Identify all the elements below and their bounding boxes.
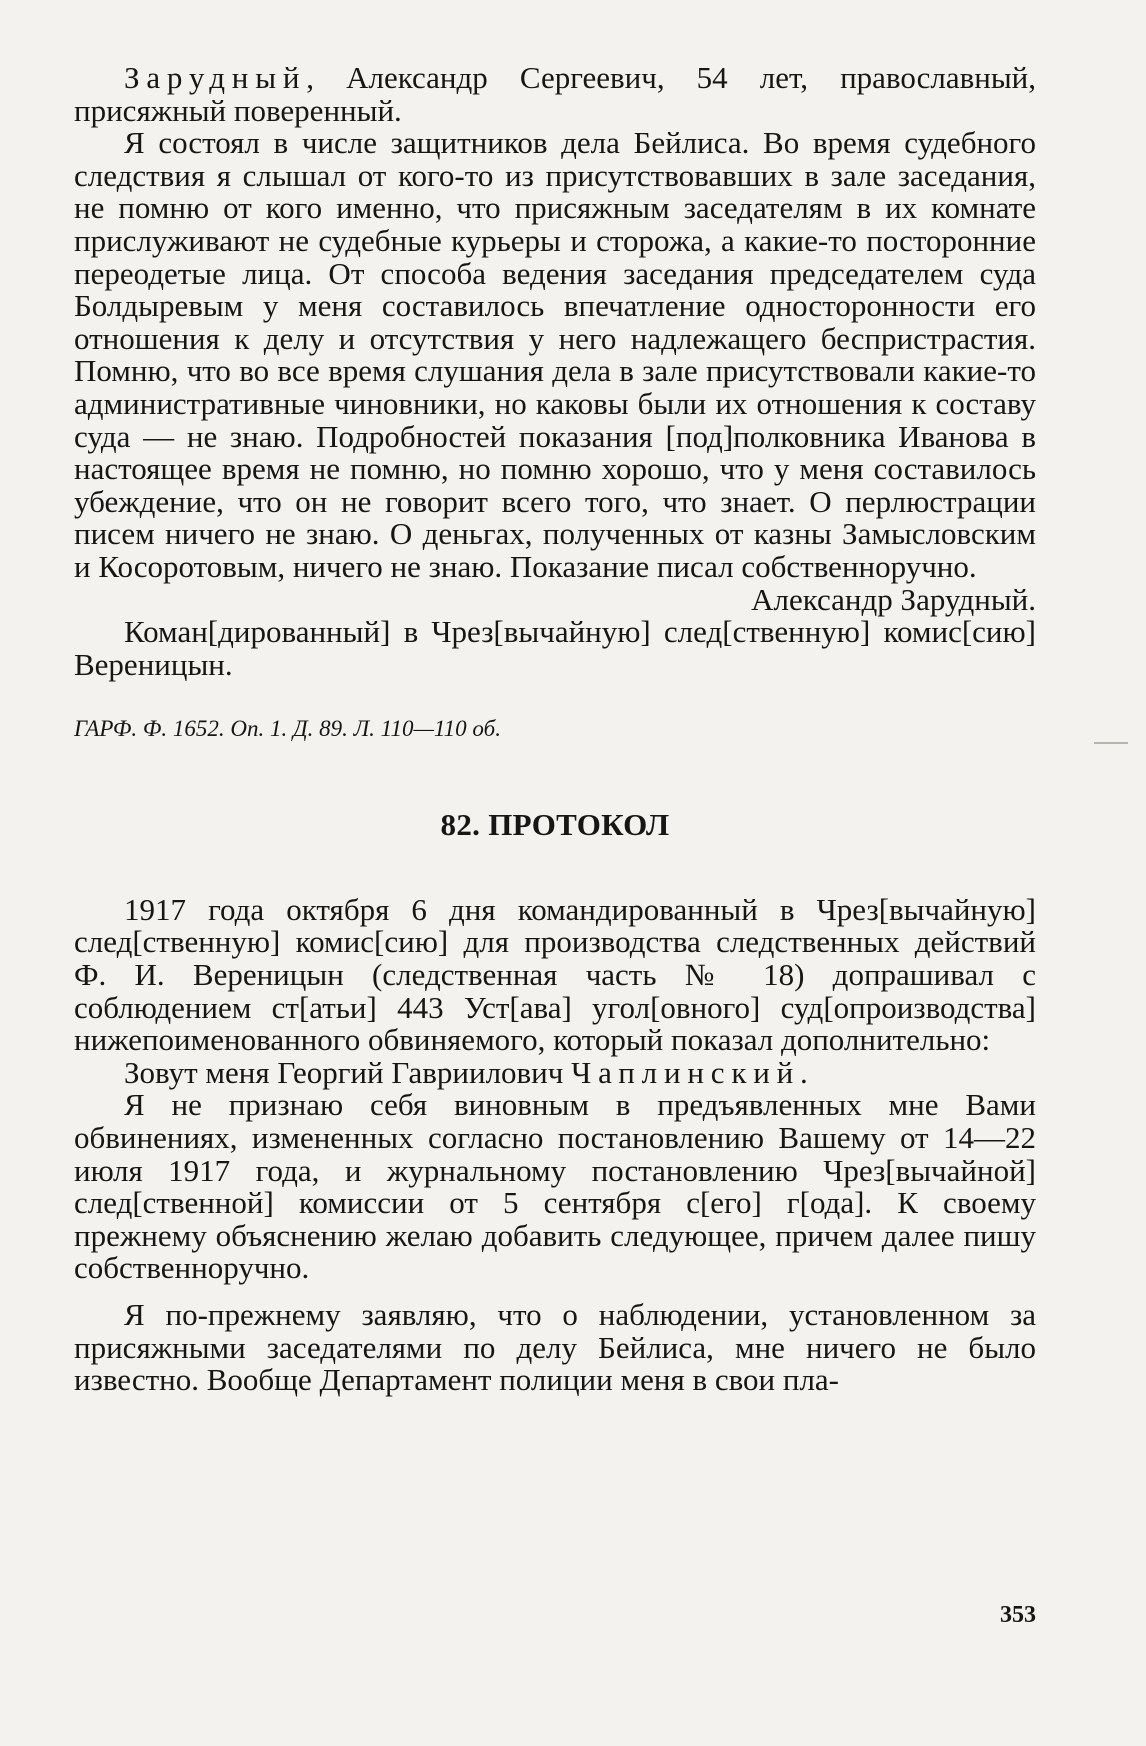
accused-surname: Чаплинский: [571, 1054, 801, 1090]
book-page: [74, 62, 1036, 1397]
name-line: [74, 1054, 1036, 1090]
section-title: 82. ПРОТОКОЛ: [440, 807, 670, 843]
signature-line: Александр Зарудный.: [751, 581, 1036, 617]
margin-mark: [1094, 742, 1128, 744]
witness-details: , Александр Сергеевич, 54 лет, православный, присяжный поверенный.: [74, 60, 1036, 128]
name-line-prefix: Зовут меня Георгий Гавриилович: [124, 1054, 572, 1090]
name-line-suffix: .: [800, 1054, 808, 1090]
witness-intro-paragraph: [74, 62, 1036, 127]
witness-surname: Зарудный: [124, 60, 307, 95]
plea-paragraph: Я не признаю себя виновным в предъявленных мне Вами обвинениях, измененных согласно постановлению Вашему от 14—22 июля 1917 года, и журнальному постановлению Чрез[вычайной] след[ственной] комиссии от 5 сентября с[его] г[ода]. К своему прежнему объяснению желаю добавить следующее, причем далее пишу собственноручно.: [74, 1087, 1036, 1286]
page-number: 353: [1000, 1602, 1036, 1628]
commissioned-officer-line: Коман[дированный] в Чрез[вычайную] след[ственную] комис[сию] Вереницын.: [74, 614, 1036, 682]
archive-reference: ГАРФ. Ф. 1652. Оп. 1. Д. 89. Л. 110—110 об.: [74, 716, 501, 742]
protocol-intro-paragraph: 1917 года октября 6 дня командированный в Чрез[вычайную] след[ственную] комис[сию] для производства следственных действий Ф. И. Вереницын (следственная часть № 18) допрашивал с соблюдением ст[атьи] 443 Уст[ава] угол[овного] суд[опроизводства] нижепоименованного обвиняемого, который показал дополнительно:: [74, 891, 1036, 1058]
statement-paragraph: Я по-прежнему заявляю, что о наблюдении, установленном за присяжными заседателями по делу Бейлиса, мне ничего не было известно. Вообще Департамент полиции меня в свои пла-: [74, 1297, 1036, 1398]
testimony-paragraph: Я состоял в числе защитников дела Бейлиса. Во время судебного следствия я слышал от кого-то из присутствовавших в зале заседания, не помню от кого именно, что присяжным заседателям в их комнате прислуживают не судебные курьеры и сторожа, а какие-то посторонние переодетые лица. От способа ведения заседания председателем суда Болдыревым у меня составилось впечатление односторонности его отношения к делу и отсутствия у него надлежащего беспристрастия. Помню, что во все время слушания дела в зале присутствовали какие-то административные чиновники, но каковы были их отношения к составу суда — не знаю. Подробностей показания [под]полковника Иванова в настоящее время не помню, но помню хорошо, что у меня составилось убеждение, что он не говорит всего того, что знает. О перлюстрации писем ничего не знаю. О деньгах, полученных от казны Замысловским и Косоротовым, ничего не знаю. Показание писал собственноручно.: [74, 125, 1036, 584]
